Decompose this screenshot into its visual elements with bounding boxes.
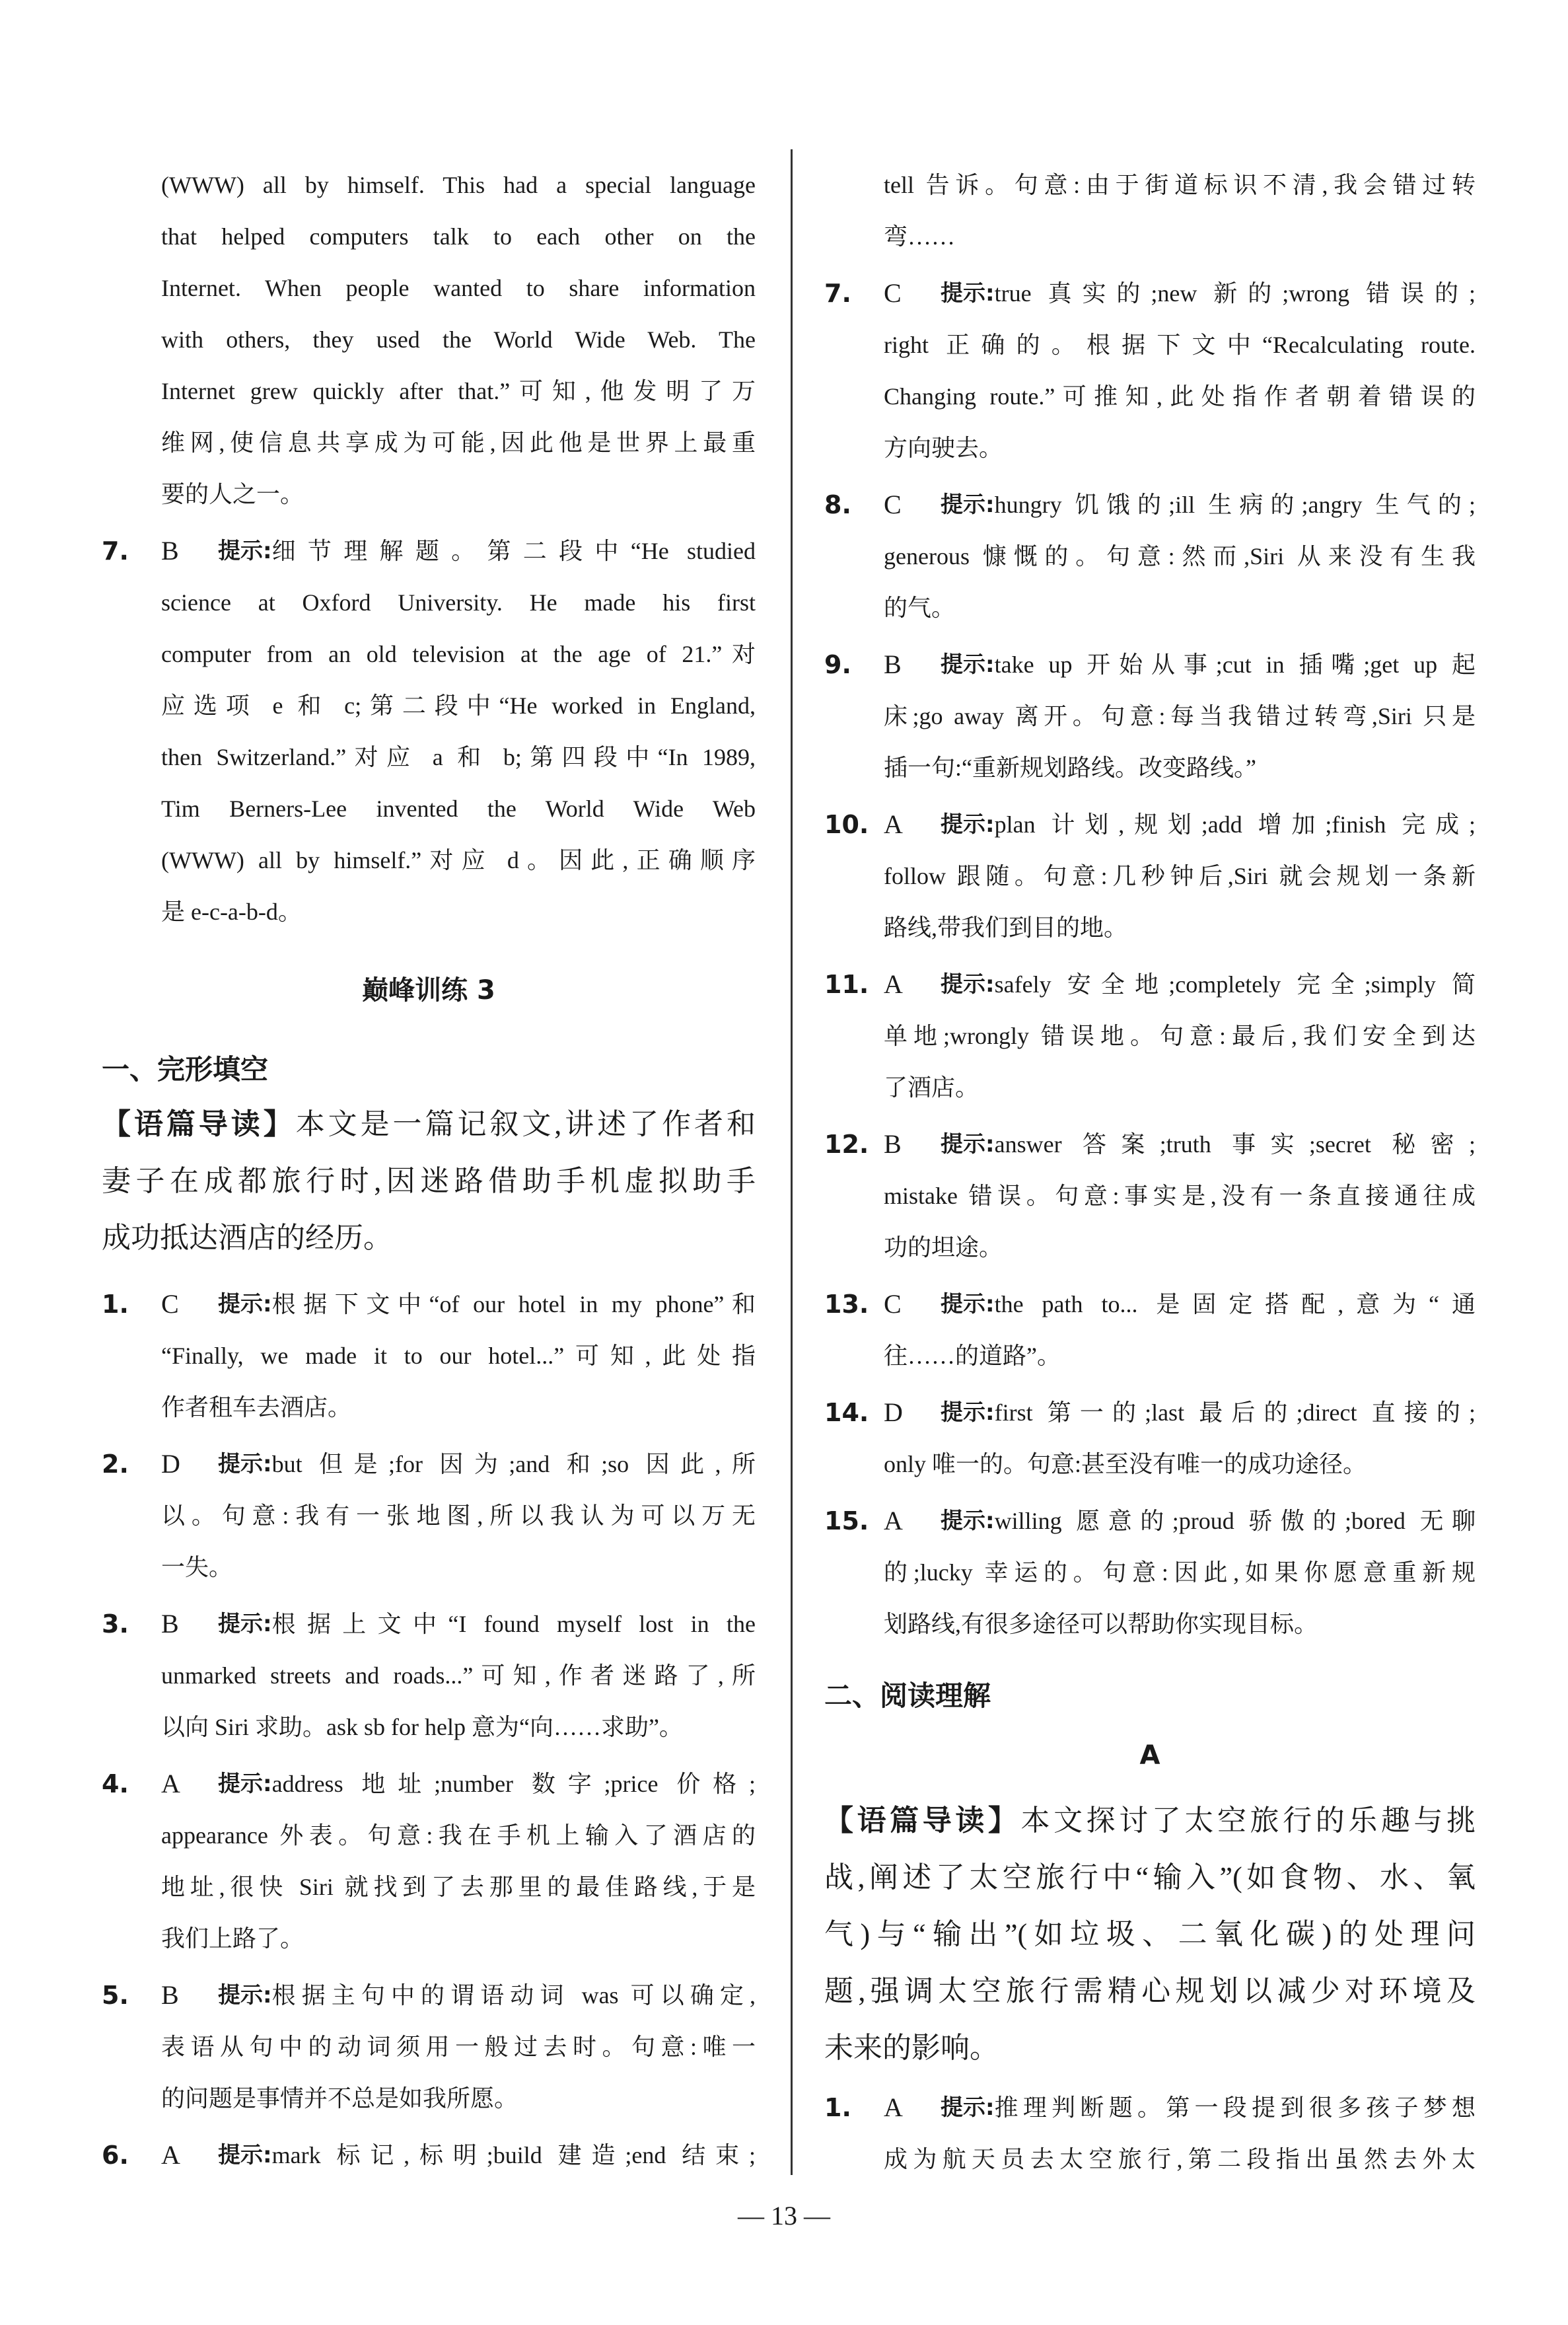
question-number: 10. <box>824 810 869 839</box>
hint-label: 提示: <box>941 1508 995 1534</box>
intro-line <box>824 1792 1476 1849</box>
answer-first-line <box>824 1278 1476 1330</box>
answer-first-line <box>102 1438 756 1490</box>
answer-item <box>102 1758 756 1964</box>
hint-text-line: 地址,很快 Siri 就找到了去那里的最佳路线,于是 <box>161 1874 756 1900</box>
hint-text: answer 答案;truth 事实;secret 秘密; <box>994 1131 1476 1158</box>
section-heading: 二、阅读理解 <box>824 1679 991 1712</box>
answer-letter: B <box>884 649 902 679</box>
answer-item <box>102 1970 756 2124</box>
question-number: 1. <box>824 2093 851 2122</box>
question-number: 8. <box>824 490 851 519</box>
section-heading: 一、完形填空 <box>102 1053 269 1086</box>
answer-first-line <box>102 1598 756 1650</box>
text-line: Internet grew quickly after that.”可知,他发明了万 <box>161 378 756 404</box>
hint-label: 提示: <box>941 1291 995 1317</box>
answer-letter: A <box>884 809 903 839</box>
answer-item <box>102 1438 756 1593</box>
answer-letter: A <box>884 1506 903 1535</box>
page-number: — 13 — <box>738 2201 830 2231</box>
hint-text-line: only 唯一的。句意:甚至没有唯一的成功途径。 <box>884 1451 1367 1477</box>
hint-text-line: 插一句:“重新规划路线。改变路线。” <box>884 755 1256 781</box>
hint-label: 提示: <box>941 811 995 838</box>
hint-text: plan 计划,规划;add 增加;finish 完成; <box>994 811 1476 838</box>
hint-text: 根据主句中的谓语动词 was 可以确定, <box>271 1982 756 2009</box>
hint-text-line: 成为航天员去太空旅行,第二段指出虽然去外太 <box>884 2146 1476 2172</box>
intro-line: 妻子在成都旅行时,因迷路借助手机虚拟助手 <box>102 1165 756 1197</box>
hint-label: 提示: <box>941 1399 995 1426</box>
hint-label: 提示: <box>218 538 272 564</box>
centered-heading: A <box>1139 1740 1160 1771</box>
answer-letter: A <box>884 969 903 999</box>
hint-label: 提示: <box>218 1611 272 1637</box>
answer-letter: A <box>884 2092 903 2122</box>
answer-first-line <box>824 639 1476 690</box>
continued-paragraph <box>824 159 1476 262</box>
hint-text-line: 方向驶去。 <box>884 435 1003 461</box>
hint-text-line: 是 e-c-a-b-d。 <box>161 899 302 925</box>
hint-text-line: science at Oxford University. He made his first <box>161 589 756 616</box>
question-number: 15. <box>824 1506 869 1535</box>
answer-item <box>824 1119 1476 1273</box>
intro-line: 气)与“输出”(如垃圾、二氧化碳)的处理问 <box>824 1918 1476 1950</box>
hint-text-line: 作者租车去酒店。 <box>161 1394 352 1421</box>
answer-item <box>824 479 1476 634</box>
question-number: 3. <box>102 1609 129 1639</box>
answer-letter: C <box>161 1289 179 1319</box>
answer-letter: C <box>884 490 902 519</box>
hint-label: 提示: <box>218 1451 272 1477</box>
hint-label: 提示: <box>941 280 995 307</box>
hint-text-line: 以向 Siri 求助。ask sb for help 意为“向……求助”。 <box>161 1714 683 1740</box>
answer-letter: B <box>161 1609 179 1639</box>
question-number: 14. <box>824 1398 869 1427</box>
question-number: 5. <box>102 1981 129 2010</box>
text-line: tell 告诉。句意:由于街道标识不清,我会错过转 <box>884 172 1476 198</box>
intro-line <box>102 1096 756 1153</box>
hint-text-line: mistake 错误。句意:事实是,没有一条直接通往成 <box>884 1183 1476 1209</box>
question-number: 7. <box>824 279 851 308</box>
answer-item <box>102 1278 756 1433</box>
hint-text-line: unmarked streets and roads...”可知,作者迷路了,所 <box>161 1662 756 1689</box>
hint-text: 根据上文中“I found myself lost in the <box>271 1611 756 1637</box>
question-number: 11. <box>824 970 869 999</box>
answer-letter: C <box>884 1289 902 1319</box>
hint-text: 推理判断题。第一段提到很多孩子梦想 <box>994 2094 1476 2121</box>
hint-text: address 地址;number 数字;price 价格; <box>271 1771 756 1797</box>
answer-first-line <box>824 1495 1476 1547</box>
answer-item <box>824 1278 1476 1382</box>
text-line: Internet. When people wanted to share information <box>161 275 756 301</box>
intro-line: 成功抵达酒店的经历。 <box>102 1222 392 1254</box>
question-number: 6. <box>102 2141 129 2170</box>
answer-letter: B <box>161 1980 179 2010</box>
intro-text: 本文探讨了太空旅行的乐趣与挑 <box>1020 1804 1476 1837</box>
intro-label: 【语篇导读】 <box>102 1107 296 1141</box>
hint-label: 提示: <box>941 492 995 518</box>
hint-text: true 真实的;new 新的;wrong 错误的; <box>994 280 1476 307</box>
answer-item <box>102 525 756 938</box>
answer-first-line <box>102 2129 756 2181</box>
answer-first-line <box>824 959 1476 1010</box>
intro-line: 未来的影响。 <box>824 2032 999 2064</box>
answer-letter: B <box>884 1129 902 1159</box>
hint-text-line: 表语从句中的动词须用一般过去时。句意:唯一 <box>161 2034 756 2060</box>
answer-item <box>824 2082 1476 2185</box>
hint-text-line: then Switzerland.”对应 a 和 b;第四段中“In 1989, <box>161 744 756 770</box>
hint-text-line: 的问题是事情并不总是如我所愿。 <box>161 2085 518 2112</box>
hint-text-line: 划路线,有很多途径可以帮助你实现目标。 <box>884 1611 1318 1637</box>
hint-text-line: 往……的道路”。 <box>884 1343 1061 1369</box>
hint-text: safely 安全地;completely 完全;simply 简 <box>994 971 1476 998</box>
hint-text: take up 开始从事;cut in 插嘴;get up 起 <box>994 651 1476 678</box>
answer-letter: D <box>884 1397 903 1427</box>
answer-first-line <box>824 2082 1476 2133</box>
hint-text: willing 愿意的;proud 骄傲的;bored 无聊 <box>994 1508 1476 1534</box>
hint-text: but 但是;for 因为;and 和;so 因此,所 <box>271 1451 756 1477</box>
hint-text-line: Changing route.”可推知,此处指作者朝着错误的 <box>884 383 1476 410</box>
hint-text-line: Tim Berners-Lee invented the World Wide Web <box>161 795 756 822</box>
hint-text-line: follow 跟随。句意:几秒钟后,Siri 就会规划一条新 <box>884 863 1476 889</box>
answer-first-line <box>102 1970 756 2021</box>
hint-text: first 第一的;last 最后的;direct 直接的; <box>994 1399 1476 1426</box>
question-number: 2. <box>102 1450 129 1479</box>
answer-item <box>824 799 1476 953</box>
answer-first-line <box>824 479 1476 531</box>
answer-first-line <box>102 1758 756 1810</box>
hint-label: 提示: <box>218 1771 272 1797</box>
centered-heading: 巅峰训练 3 <box>362 975 495 1006</box>
text-line: (WWW) all by himself. This had a special language <box>161 172 756 198</box>
intro-text: 本文是一篇记叙文,讲述了作者和 <box>295 1108 756 1140</box>
right-column <box>824 159 1476 2185</box>
hint-text-line: 单地;wrongly 错误地。句意:最后,我们安全到达 <box>884 1023 1476 1049</box>
hint-label: 提示: <box>218 2142 272 2168</box>
question-number: 4. <box>102 1769 129 1798</box>
hint-text-line: 的气。 <box>884 595 956 621</box>
hint-text-line: computer from an old television at the age of 21.”对 <box>161 641 756 667</box>
hint-text-line: 了酒店。 <box>884 1074 980 1101</box>
continued-paragraph <box>102 159 756 520</box>
column-divider <box>791 149 793 2175</box>
hint-text-line: right 正确的。根据下文中“Recalculating route. <box>884 332 1476 358</box>
answer-item <box>824 959 1476 1113</box>
hint-text-line: 我们上路了。 <box>161 1925 304 1952</box>
text-line: that helped computers talk to each other on the <box>161 223 756 250</box>
intro-label: 【语篇导读】 <box>824 1804 1021 1837</box>
answer-item <box>102 2129 756 2181</box>
text-line: 要的人之一。 <box>161 481 304 507</box>
answer-letter: A <box>161 2140 180 2170</box>
answer-first-line <box>102 525 756 577</box>
hint-label: 提示: <box>941 651 995 678</box>
answer-letter: A <box>161 1769 180 1798</box>
hint-text-line: 路线,带我们到目的地。 <box>884 914 1128 941</box>
hint-text: hungry 饥饿的;ill 生病的;angry 生气的; <box>994 492 1476 518</box>
hint-text-line: 功的坦途。 <box>884 1234 1003 1261</box>
answer-item <box>824 1387 1476 1490</box>
hint-text-line: (WWW) all by himself.”对应 d。因此,正确顺序 <box>161 847 756 873</box>
answer-item <box>824 639 1476 793</box>
hint-text: mark 标记,标明;build 建造;end 结束; <box>271 2142 756 2168</box>
hint-text-line: “Finally, we made it to our hotel...”可知,此处指 <box>161 1343 756 1369</box>
answer-first-line <box>824 1387 1476 1438</box>
hint-text-line: 床;go away 离开。句意:每当我错过转弯,Siri 只是 <box>884 703 1476 729</box>
answer-item <box>102 1598 756 1753</box>
answer-item <box>824 1495 1476 1650</box>
hint-label: 提示: <box>218 1291 272 1317</box>
question-number: 13. <box>824 1290 869 1319</box>
answer-first-line <box>102 1278 756 1330</box>
passage-intro <box>102 1096 756 1267</box>
hint-text-line: 以。句意:我有一张地图,所以我认为可以万无 <box>161 1502 756 1529</box>
text-line: 维网,使信息共享成为可能,因此他是世界上最重 <box>161 429 756 456</box>
answer-letter: D <box>161 1449 180 1479</box>
left-column <box>102 159 756 2181</box>
hint-label: 提示: <box>941 1131 995 1158</box>
hint-text-line: 的;lucky 幸运的。句意:因此,如果你愿意重新规 <box>884 1559 1476 1586</box>
intro-line: 题,强调太空旅行需精心规划以减少对环境及 <box>824 1975 1476 2007</box>
intro-line: 战,阐述了太空旅行中“输入”(如食物、水、氧 <box>824 1861 1476 1894</box>
passage-intro <box>824 1792 1476 2077</box>
hint-text: 细节理解题。第二段中“He studied <box>271 538 756 564</box>
hint-text-line: appearance 外表。句意:我在手机上输入了酒店的 <box>161 1822 756 1849</box>
answer-letter: B <box>161 536 179 566</box>
question-number: 9. <box>824 650 851 679</box>
question-number: 12. <box>824 1130 869 1159</box>
hint-text: the path to... 是固定搭配,意为“通 <box>994 1291 1476 1317</box>
hint-text-line: generous 慷慨的。句意:然而,Siri 从来没有生我 <box>884 543 1476 570</box>
answer-item <box>824 268 1476 474</box>
question-number: 7. <box>102 536 129 566</box>
hint-text-line: 一失。 <box>161 1554 233 1580</box>
answer-letter: C <box>884 278 902 308</box>
hint-text: 根据下文中“of our hotel in my phone”和 <box>271 1291 756 1317</box>
hint-text-line: 应选项 e 和 c;第二段中“He worked in England, <box>161 692 756 719</box>
answer-first-line <box>824 1119 1476 1170</box>
question-number: 1. <box>102 1290 129 1319</box>
answer-first-line <box>824 799 1476 850</box>
hint-label: 提示: <box>941 971 995 998</box>
answer-first-line <box>824 268 1476 319</box>
hint-label: 提示: <box>941 2094 995 2121</box>
text-line: with others, they used the World Wide Web. The <box>161 326 756 353</box>
hint-label: 提示: <box>218 1982 272 2009</box>
text-line: 弯…… <box>884 223 956 250</box>
